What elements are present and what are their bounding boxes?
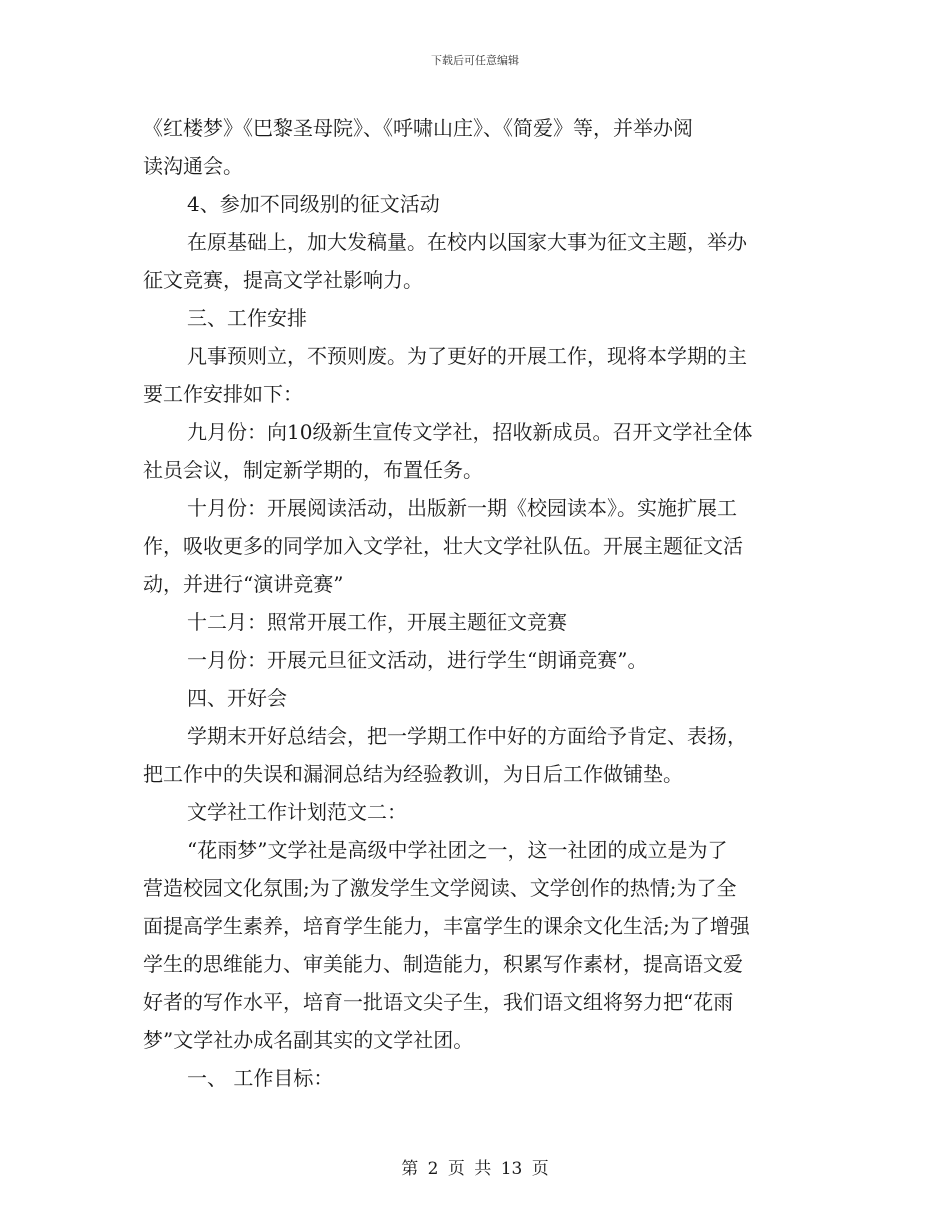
paragraph-line: 好者的写作水平，培育一批语文尖子生，我们语文组将努力把“花雨: [143, 990, 734, 1014]
paragraph-line: 四、开好会: [187, 686, 287, 710]
page-footer: 第 2 页 共 13 页: [401, 1159, 549, 1179]
paragraph-line: 学期末开好总结会，把一学期工作中好的方面给予肯定、表扬，: [187, 724, 747, 748]
paragraph-line: 《红楼梦》《巴黎圣母院》、《呼啸山庄》、《简爱》等，并举办阅: [143, 116, 693, 140]
paragraph-line: 凡事预则立，不预则废。为了更好的开展工作，现将本学期的主: [187, 344, 747, 368]
paragraph-line: 4、参加不同级别的征文活动: [187, 192, 440, 216]
paragraph-line: 读沟通会。: [143, 154, 243, 178]
paragraph-line: 梦”文学社办成名副其实的文学社团。: [143, 1028, 474, 1052]
document-body: [143, 109, 813, 1097]
paragraph-line: 把工作中的失误和漏洞总结为经验教训，为日后工作做铺垫。: [143, 762, 683, 786]
paragraph-line: 面提高学生素养，培育学生能力，丰富学生的课余文化生活;为了增强: [143, 914, 750, 938]
paragraph-line: 一月份：开展元旦征文活动，进行学生“朗诵竞赛”。: [187, 648, 648, 672]
paragraph-line: 社员会议，制定新学期的，布置任务。: [143, 458, 483, 482]
paragraph-line: 十二月：照常开展工作，开展主题征文竞赛: [187, 610, 567, 634]
paragraph-line: 学生的思维能力、审美能力、制造能力，积累写作素材，提高语文爱: [143, 952, 743, 976]
paragraph-line: 要工作安排如下：: [143, 382, 303, 406]
paragraph-line: 文学社工作计划范文二：: [187, 800, 407, 824]
paragraph-line: “花雨梦”文学社是高级中学社团之一，这一社团的成立是为了: [187, 838, 728, 862]
page-header: 下载后可任意编辑: [431, 54, 519, 67]
paragraph-line: 在原基础上，加大发稿量。在校内以国家大事为征文主题，举办: [187, 230, 747, 254]
paragraph-line: 动，并进行“演讲竞赛”: [143, 572, 344, 596]
paragraph-line: 作，吸收更多的同学加入文学社，壮大文学社队伍。开展主题征文活: [143, 534, 743, 558]
paragraph-line: 一、 工作目标：: [187, 1066, 334, 1090]
paragraph-line: 三、工作安排: [187, 306, 307, 330]
paragraph-line: 营造校园文化氛围;为了激发学生文学阅读、文学创作的热情;为了全: [143, 876, 737, 900]
paragraph-line: 征文竞赛，提高文学社影响力。: [143, 268, 423, 292]
paragraph-line: 十月份：开展阅读活动，出版新一期《校园读本》。实施扩展工: [187, 496, 737, 520]
paragraph-line: 九月份：向10级新生宣传文学社，招收新成员。召开文学社全体: [187, 420, 753, 444]
